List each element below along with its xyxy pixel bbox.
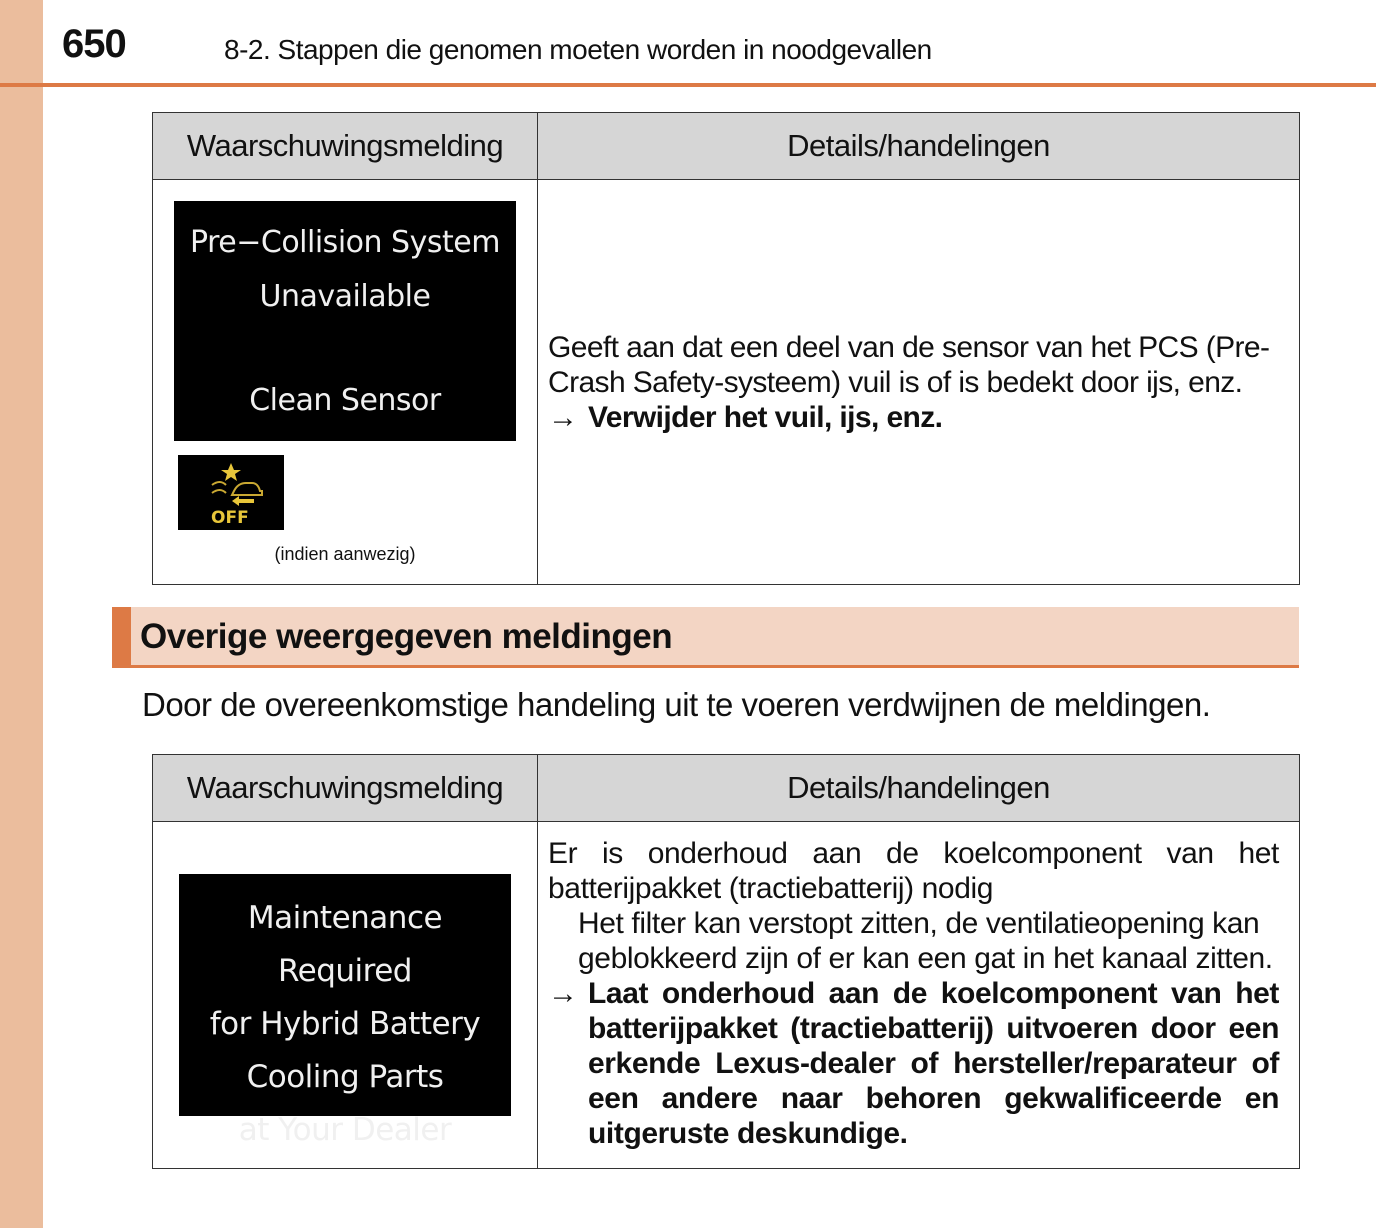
display-message-screen <box>179 874 511 1148</box>
warning-cell <box>153 180 538 585</box>
action-line <box>548 400 1289 435</box>
chapter-title: 8-2. Stappen die genomen moeten worden in noodgevallen <box>224 34 932 65</box>
column-header-warning: Waarschuwingsmelding <box>153 113 538 180</box>
table-header-row <box>153 755 1300 822</box>
details-cell <box>538 822 1300 1169</box>
warning-cell <box>153 822 538 1169</box>
screen-line: Unavailable <box>259 279 431 314</box>
action-text: Verwijder het vuil, ijs, enz. <box>588 400 943 434</box>
action-text: Laat onderhoud aan de koelcomponent van het batterijpakket (tractiebatterij) uitvoeren door een erkende Lexus-dealer of hersteller/reparateur of een andere naar behoren gekwalificeerde en uitgeruste deskundige. <box>588 977 1279 1150</box>
pcs-off-warning-icon <box>178 455 284 530</box>
if-present-note: (indien aanwezig) <box>274 544 416 564</box>
section-intro: Door de overeenkomstige handeling uit te voeren verdwijnen de meldingen. <box>142 686 1211 723</box>
warning-table-1 <box>152 112 1300 585</box>
display-message-screen <box>174 201 516 441</box>
screen-line: Maintenance Required <box>247 900 443 989</box>
section-accent <box>112 607 131 668</box>
arrow-icon: → <box>548 400 578 434</box>
action-line <box>548 976 1279 1151</box>
screen-line: Clean Sensor <box>249 383 441 418</box>
header-divider <box>0 83 1376 87</box>
table-row <box>153 180 1300 585</box>
warning-table-2 <box>152 754 1300 1169</box>
screen-line: Pre−Collision System <box>190 225 500 260</box>
page-number: 650 <box>62 22 126 66</box>
section-title: Overige weergegeven meldingen <box>140 617 673 656</box>
svg-text:OFF: OFF <box>211 508 249 528</box>
detail-text: Er is onderhoud aan de koelcomponent van het batterijpakket (tractiebatterij) nodig <box>548 837 1279 905</box>
column-header-details: Details/handelingen <box>538 113 1300 180</box>
section-heading-bar <box>112 607 1299 668</box>
screen-line: at Your Dealer <box>238 1112 452 1148</box>
detail-text: Geeft aan dat een deel van de sensor van het PCS (Pre-Crash Safety-systeem) vuil is of is bedekt door ijs, enz. <box>548 330 1270 399</box>
table-row <box>153 822 1300 1169</box>
screen-line: for Hybrid Battery <box>209 1006 481 1042</box>
side-color-strip <box>0 0 43 1228</box>
table-header-row <box>153 113 1300 180</box>
column-header-details: Details/handelingen <box>538 755 1300 822</box>
details-cell <box>538 180 1300 585</box>
screen-line: Cooling Parts <box>246 1059 444 1095</box>
arrow-icon: → <box>548 977 578 1010</box>
column-header-warning: Waarschuwingsmelding <box>153 755 538 822</box>
sub-detail-text: Het filter kan verstopt zitten, de ventilatieopening kan geblokkeerd zijn of er kan een gat in het kanaal zitten. <box>578 907 1273 975</box>
